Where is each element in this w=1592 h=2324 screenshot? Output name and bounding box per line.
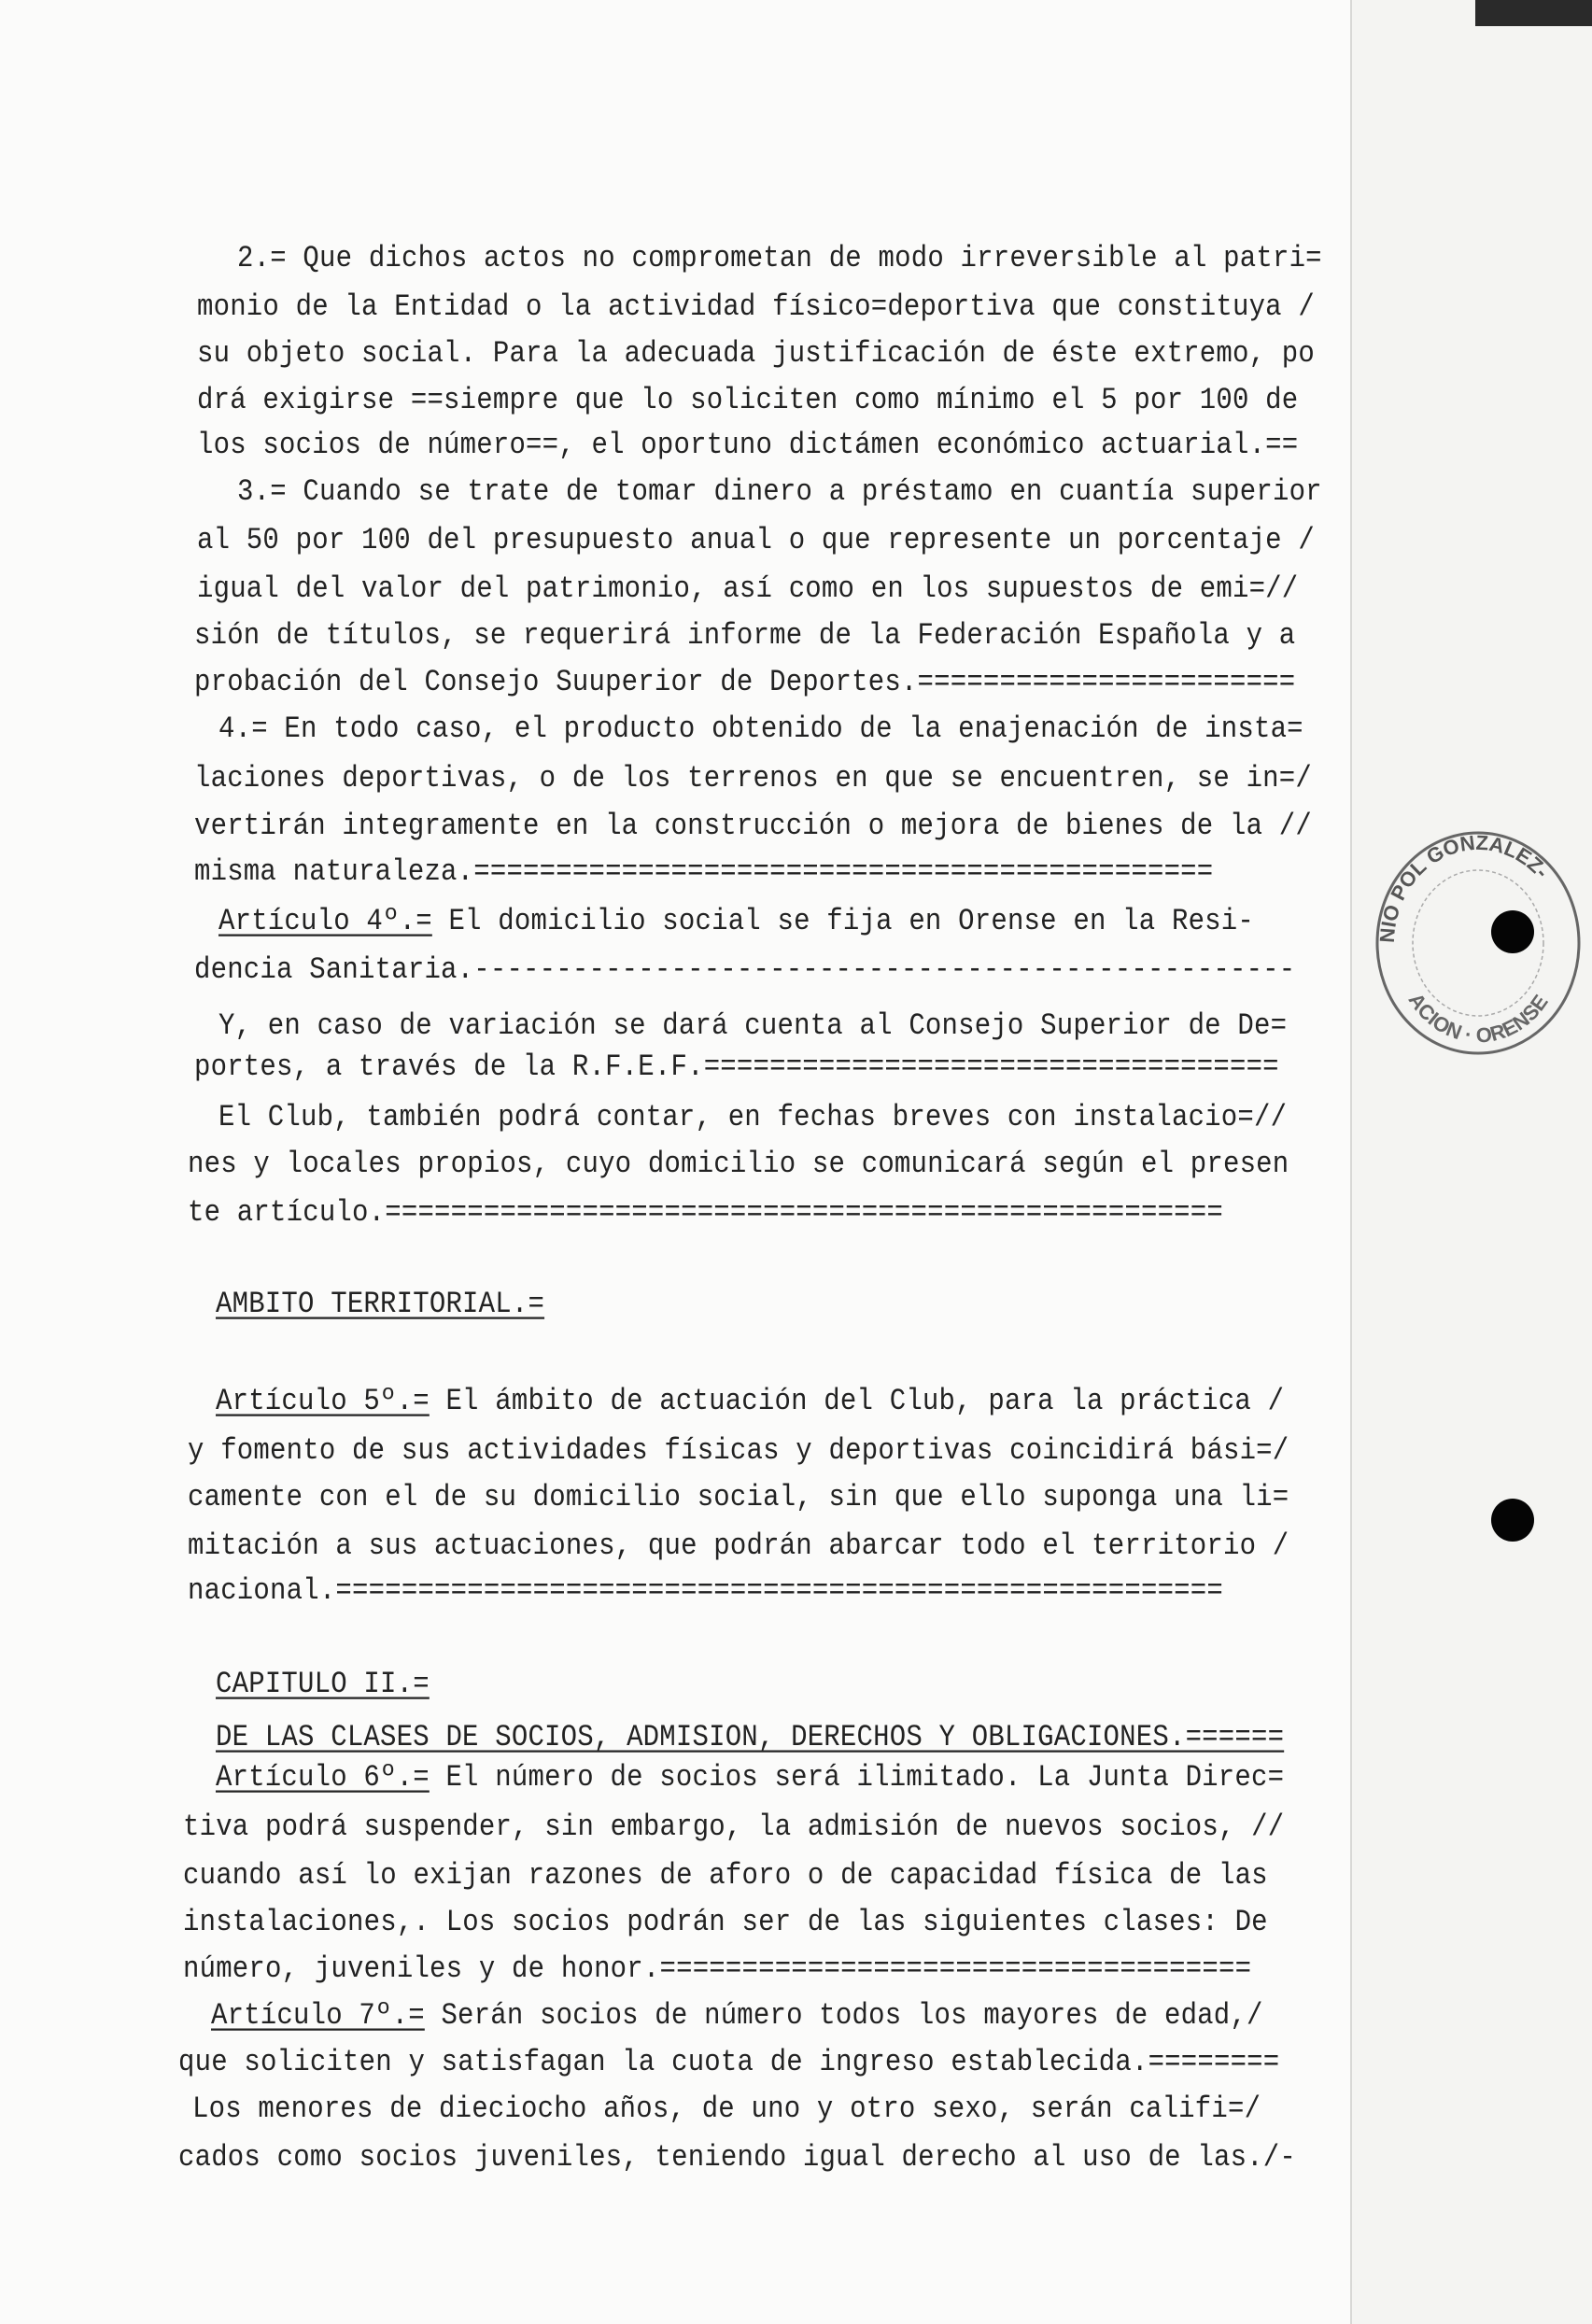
punch-hole xyxy=(1491,1499,1534,1542)
text-line xyxy=(197,571,1298,606)
line-text: y fomento de sus actividades físicas y deportivas coincidirá bási=/ xyxy=(188,1433,1289,1468)
line-text: El número de socios será ilimitado. La Junta Direc= xyxy=(429,1760,1285,1795)
line-text: El Club, también podrá contar, en fechas breves con instalacio=// xyxy=(218,1100,1288,1134)
line-text: El ámbito de actuación del Club, para la práctica / xyxy=(429,1384,1285,1418)
line-text: Serán socios de número todos los mayores de edad,/ xyxy=(424,1998,1263,2033)
svg-text:ACION · ORENSE: ACION · ORENSE xyxy=(1403,988,1553,1048)
line-text: Y, en caso de variación se dará cuenta al Consejo Superior de De= xyxy=(218,1008,1288,1043)
punch-hole xyxy=(1491,910,1534,953)
text-line xyxy=(188,1147,1289,1181)
text-line xyxy=(194,1049,1279,1084)
text-line xyxy=(194,665,1295,699)
text-line xyxy=(188,1433,1289,1468)
text-line xyxy=(211,1998,1263,2033)
text-line xyxy=(218,711,1303,746)
text-line xyxy=(188,1528,1289,1563)
heading-underlined: Artículo 6º.= xyxy=(216,1760,430,1795)
line-text: laciones deportivas, o de los terrenos en que se encuentren, se in=/ xyxy=(194,761,1312,796)
text-line xyxy=(218,1008,1287,1043)
text-line xyxy=(237,241,1322,275)
text-line xyxy=(216,1720,1284,1754)
heading-underlined: AMBITO TERRITORIAL.= xyxy=(216,1287,545,1321)
text-line xyxy=(218,1100,1287,1134)
line-text: cuando así lo exijan razones de aforo o de capacidad física de las xyxy=(183,1858,1268,1893)
line-text: instalaciones,. Los socios podrán ser de las siguientes clases: De xyxy=(183,1905,1268,1939)
line-text: los socios de número==, el oportuno dictámen económico actuarial.== xyxy=(197,428,1299,462)
line-text: portes, a través de la R.F.E.F.=================================== xyxy=(194,1049,1279,1084)
text-line xyxy=(178,2140,1296,2175)
line-text: su objeto social. Para la adecuada justificación de éste extremo, po xyxy=(197,336,1315,371)
text-line xyxy=(194,952,1295,987)
text-line xyxy=(197,289,1315,324)
line-text: vertirán integramente en la construcción o mejora de bienes de la // xyxy=(194,809,1312,843)
heading-underlined: Artículo 4º.= xyxy=(218,904,432,938)
svg-text:NIO POL GONZALEZ-: NIO POL GONZALEZ- xyxy=(1374,830,1554,944)
line-text: 4.= En todo caso, el producto obtenido de la enajenación de insta= xyxy=(218,711,1303,746)
text-line xyxy=(188,1195,1223,1230)
text-line xyxy=(183,1905,1268,1939)
line-text xyxy=(430,1667,446,1701)
text-line xyxy=(216,1760,1284,1795)
line-text: al 50 por 100 del presupuesto anual o que represente un porcentaje / xyxy=(197,523,1315,557)
line-text: tiva podrá suspender, sin embargo, la admisión de nuevos socios, // xyxy=(183,1810,1285,1844)
text-line xyxy=(194,809,1312,843)
text-line xyxy=(188,1573,1223,1608)
line-text: sión de títulos, se requerirá informe de la Federación Española y a xyxy=(194,618,1296,653)
text-line xyxy=(183,1810,1284,1844)
line-text: misma naturaleza.============================================= xyxy=(194,854,1214,889)
line-text: camente con el de su domicilio social, sin que ello suponga una li= xyxy=(188,1480,1289,1514)
line-text: El domicilio social se fija en Orense en la Resi- xyxy=(431,904,1254,938)
line-text: igual del valor del patrimonio, así como en los supuestos de emi=// xyxy=(197,571,1299,606)
heading-underlined: Artículo 5º.= xyxy=(216,1384,430,1418)
text-line xyxy=(192,2092,1261,2126)
line-text: probación del Consejo Suuperior de Deportes.======================= xyxy=(194,665,1296,699)
line-text: que soliciten y satisfagan la cuota de ingreso establecida.======== xyxy=(178,2045,1280,2079)
text-line xyxy=(183,1951,1251,1986)
line-text: Los menores de dieciocho años, de uno y otro sexo, serán califi=/ xyxy=(192,2092,1261,2126)
heading-underlined: CAPITULO II.= xyxy=(216,1667,430,1701)
club-stamp xyxy=(1371,822,1585,1064)
text-line xyxy=(197,336,1315,371)
text-line xyxy=(218,904,1254,938)
text-line xyxy=(216,1667,445,1701)
line-text: nacional.====================================================== xyxy=(188,1573,1223,1608)
text-line xyxy=(194,761,1312,796)
line-text: 2.= Que dichos actos no comprometan de modo irreversible al patri= xyxy=(237,241,1322,275)
text-line xyxy=(216,1287,544,1321)
adjacent-page xyxy=(1352,0,1592,2324)
text-line xyxy=(178,2045,1279,2079)
text-line xyxy=(197,383,1298,417)
text-line xyxy=(188,1480,1289,1514)
heading-underlined: Artículo 7º.= xyxy=(211,1998,425,2033)
line-text: 3.= Cuando se trate de tomar dinero a préstamo en cuantía superior xyxy=(237,474,1322,509)
text-line xyxy=(237,474,1322,509)
scan-edge xyxy=(1475,0,1592,26)
text-line xyxy=(194,854,1213,889)
line-text: drá exigirse ==siempre que lo soliciten como mínimo el 5 por 100 de xyxy=(197,383,1299,417)
line-text: cados como socios juveniles, teniendo igual derecho al uso de las./- xyxy=(178,2140,1296,2175)
line-text: te artículo.=================================================== xyxy=(188,1195,1223,1230)
heading-underlined: DE LAS CLASES DE SOCIOS, ADMISION, DERECHOS Y OBLIGACIONES.====== xyxy=(216,1720,1285,1754)
text-line xyxy=(197,523,1315,557)
line-text: monio de la Entidad o la actividad físico=deportiva que constituya / xyxy=(197,289,1315,324)
text-line xyxy=(183,1858,1268,1893)
line-text: dencia Sanitaria.-------------------------------------------------- xyxy=(194,952,1296,987)
line-text: número, juveniles y de honor.==================================== xyxy=(183,1951,1252,1986)
line-text: nes y locales propios, cuyo domicilio se comunicará según el presen xyxy=(188,1147,1289,1181)
line-text: mitación a sus actuaciones, que podrán abarcar todo el territorio / xyxy=(188,1528,1289,1563)
text-line xyxy=(216,1384,1284,1418)
text-line xyxy=(194,618,1295,653)
text-line xyxy=(197,428,1298,462)
